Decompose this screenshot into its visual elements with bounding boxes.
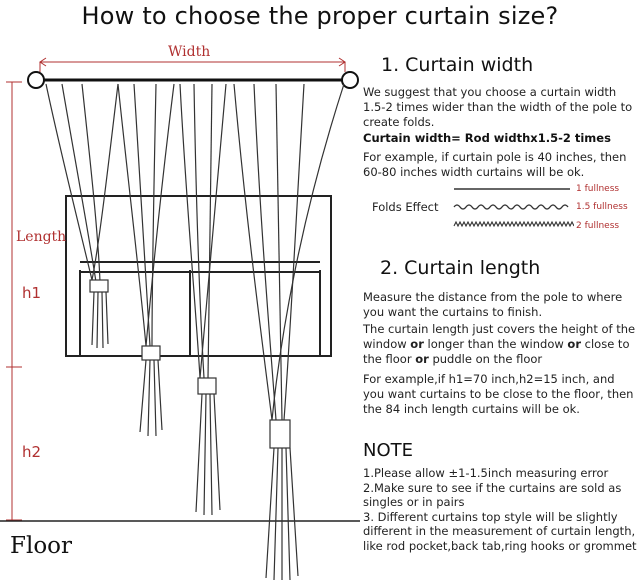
curtain-panel-4 — [234, 84, 344, 580]
curtain-rod — [28, 72, 358, 88]
note-item: 3. Different curtains top style will be slightly different in the measurement of curtain length, like rod pocket,back tab,ring hooks or grommet — [363, 509, 637, 553]
curtain-length-example: For example,if h1=70 inch,h2=15 inch, and you want curtains to be close to the floor, then the 84 inch length curtains will be ok. — [363, 372, 634, 416]
curtain-panel-3 — [180, 84, 226, 515]
fold-level-2: 2 fullness — [576, 221, 620, 231]
curtain-length-options — [363, 322, 638, 367]
folds-effect-label: Folds Effect — [372, 200, 439, 214]
fold-line-2-fullness — [454, 222, 574, 226]
width-dimension — [40, 58, 345, 72]
window-frame — [66, 196, 331, 356]
options-or-2: or — [567, 337, 581, 351]
h1-label: h1 — [22, 284, 42, 302]
fold-level-1-5: 1.5 fullness — [576, 202, 628, 212]
floor-label: Floor — [10, 533, 73, 559]
length-dimension — [6, 82, 22, 520]
note-list — [363, 466, 640, 554]
fold-level-1: 1 fullness — [576, 184, 620, 194]
options-text-3: close to the floor — [363, 337, 630, 366]
section-curtain-width-title: 1. Curtain width — [381, 54, 534, 76]
note-item: 2.Make sure to see if the curtains are sold as singles or in pairs — [363, 480, 622, 510]
page-title: How to choose the proper curtain size? — [81, 2, 559, 30]
fold-line-1-5-fullness — [454, 205, 568, 209]
section-curtain-length-title: 2. Curtain length — [380, 257, 541, 279]
options-or-3: or — [415, 352, 429, 366]
curtain-width-intro: We suggest that you choose a curtain width 1.5-2 times wider than the width of the pole to create folds. — [363, 85, 633, 129]
curtain-panel-1 — [46, 84, 118, 348]
folds-effect-graphic — [450, 180, 574, 236]
curtain-width-formula: Curtain width= Rod widthx1.5-2 times — [363, 131, 611, 145]
options-text-2: longer than the window — [423, 337, 568, 351]
curtain-length-intro: Measure the distance from the pole to where you want the curtains to finish. — [363, 290, 623, 319]
curtain-panel-2 — [118, 84, 174, 436]
note-title: NOTE — [363, 440, 414, 461]
h2-label: h2 — [22, 443, 42, 461]
options-text-4: puddle on the floor — [428, 352, 543, 366]
note-item: 1.Please allow ±1-1.5inch measuring error — [363, 466, 609, 480]
options-or-1: or — [410, 337, 424, 351]
options-text-1: The curtain length just covers the height of the window — [363, 322, 636, 351]
length-label: Length — [16, 229, 67, 245]
curtain-width-example: For example, if curtain pole is 40 inches, then 60-80 inches width curtains will be ok. — [363, 150, 627, 179]
width-label: Width — [168, 44, 211, 60]
